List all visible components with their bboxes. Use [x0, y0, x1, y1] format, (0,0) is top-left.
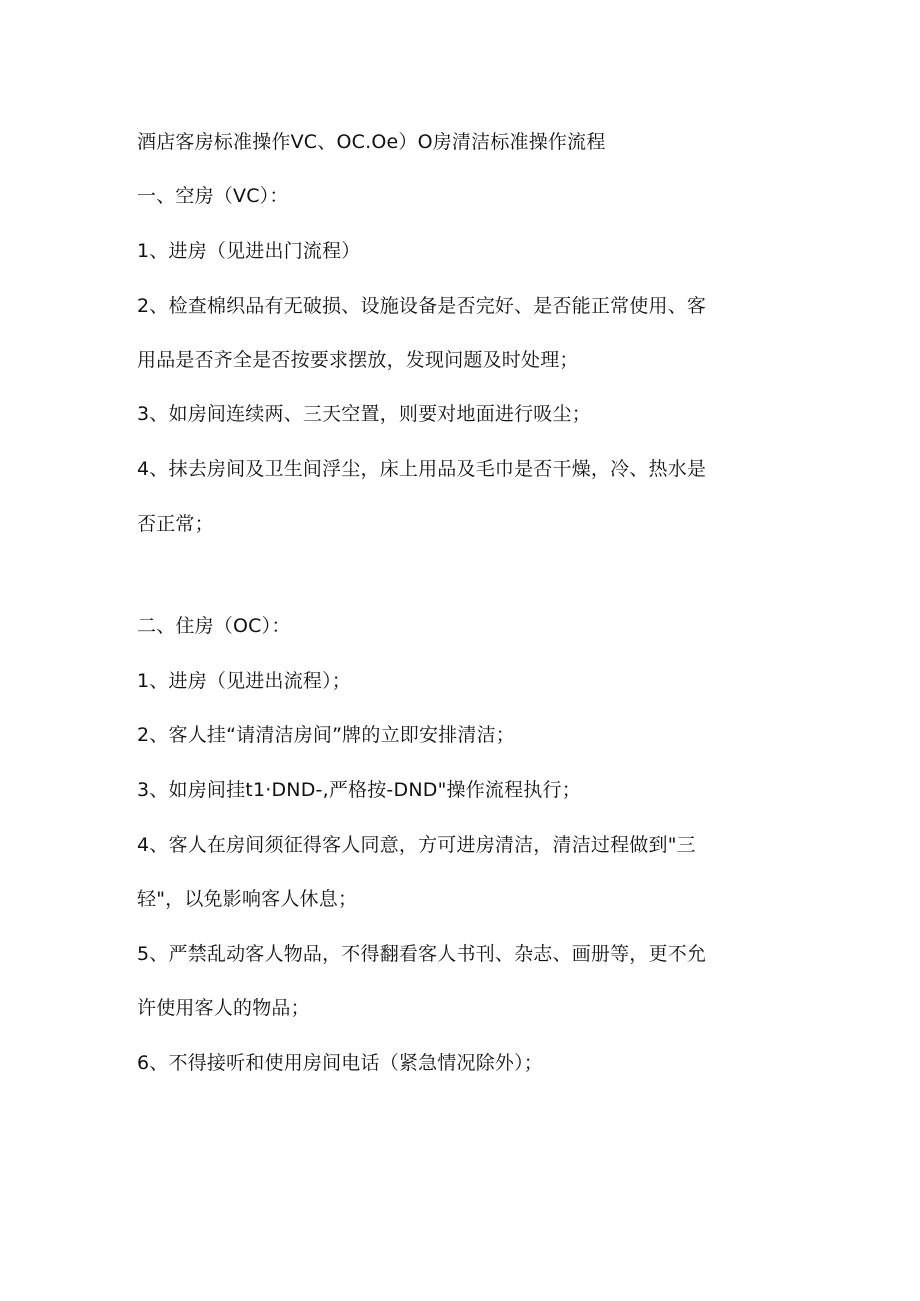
- paragraph-line: 用品是否齐全是否按要求摆放，发现问题及时处理；: [137, 349, 579, 371]
- paragraph-line: 2、检查棉织品有无破损、设施设备是否完好、是否能正常使用、客: [137, 295, 707, 317]
- paragraph-line: 4、客人在房间须征得客人同意，方可进房清洁，清洁过程做到"三: [137, 834, 696, 856]
- paragraph-line: 2、客人挂“请清洁房间”牌的立即安排清洁；: [137, 724, 515, 746]
- paragraph-line: 轻"，以免影响客人休息；: [137, 888, 358, 910]
- section-heading-occupied: 二、住房（OC）：: [137, 615, 291, 637]
- paragraph-line: 1、进房（见进出门流程）: [137, 240, 361, 262]
- paragraph-line: 6、不得接听和使用房间电话（紧急情况除外）；: [137, 1052, 543, 1074]
- paragraph-line: 许使用客人的物品；: [137, 997, 310, 1019]
- paragraph-line: 5、严禁乱动客人物品，不得翻看客人书刊、杂志、画册等，更不允: [137, 943, 707, 965]
- paragraph-line: 3、如房间连续两、三天空置，则要对地面进行吸尘；: [137, 403, 591, 425]
- paragraph-line: 否正常；: [137, 513, 214, 535]
- paragraph-line: 4、抹去房间及卫生间浮尘，床上用品及毛巾是否干燥，冷、热水是: [137, 458, 707, 480]
- section-heading-vacant: 一、空房（VC）：: [137, 185, 289, 207]
- paragraph-line: 3、如房间挂t1·DND-,严格按-DND"操作流程执行；: [137, 779, 581, 801]
- paragraph-line: 1、进房（见进出流程）；: [137, 670, 351, 692]
- document-title: 酒店客房标准操作VC、OC.Oe）O房清洁标准操作流程: [137, 131, 606, 153]
